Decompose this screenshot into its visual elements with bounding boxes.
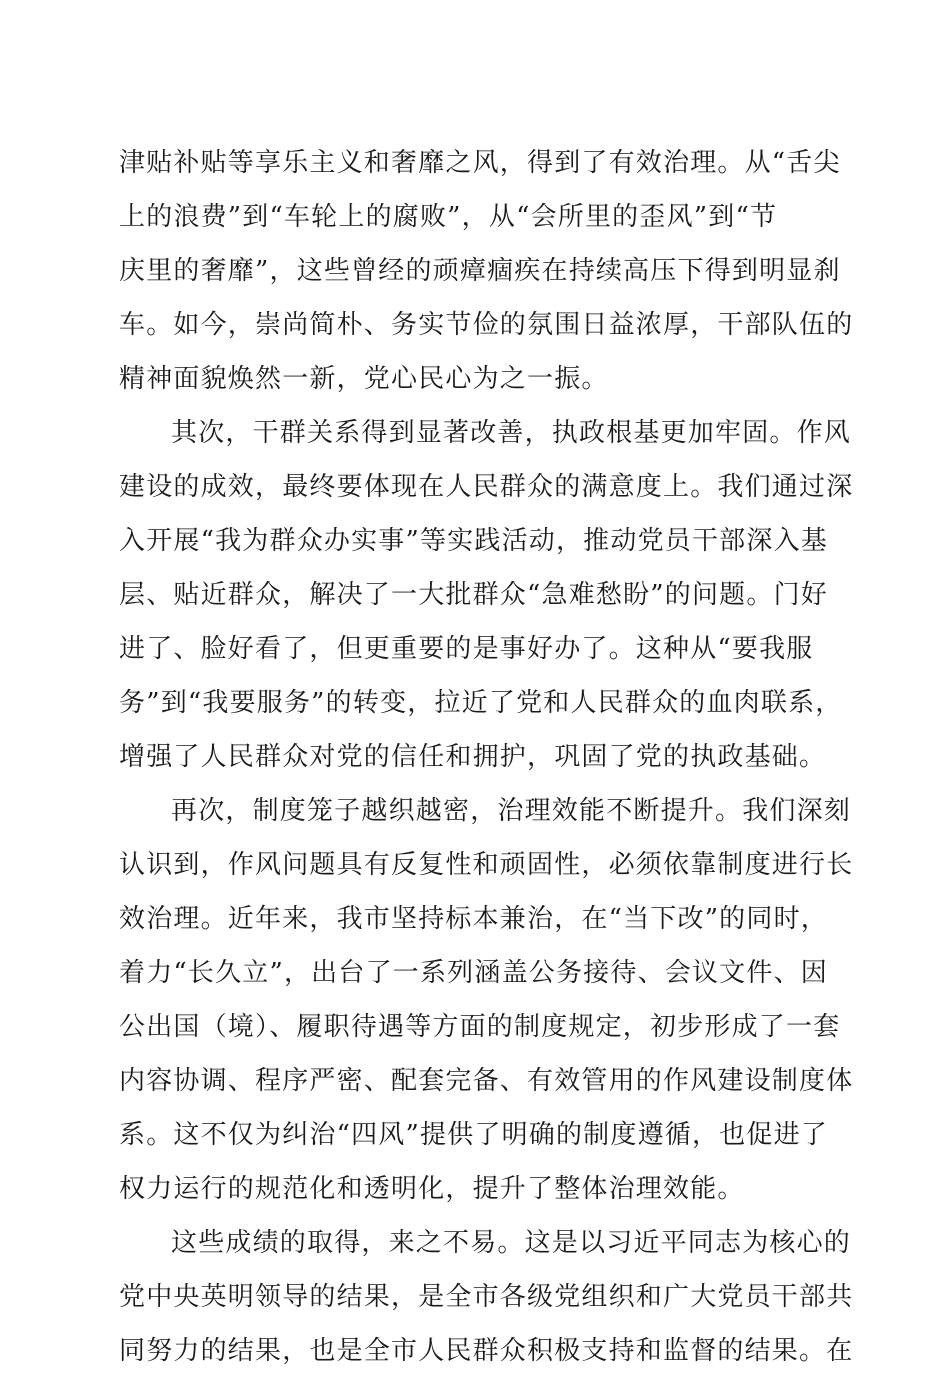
text-line: 认识到，作风问题具有反复性和顽固性，必须依靠制度进行长 [119,850,854,880]
text-line: 车。如今，崇尚简朴、务实节俭的氛围日益浓厚，干部队伍的 [119,310,854,340]
text-line: 同努力的结果，也是全市人民群众积极支持和监督的结果。在 [119,1336,854,1366]
paragraph-start-line: 这些成绩的取得，来之不易。这是以习近平同志为核心的 [171,1228,852,1258]
text-line: 务”到“我要服务”的转变，拉近了党和人民群众的血肉联系， [119,688,843,718]
text-line: 着力“长久立”，出台了一系列涵盖公务接待、会议文件、因 [119,958,828,988]
text-line: 庆里的奢靡”，这些曾经的顽瘴痼疾在持续高压下得到明显刹 [119,256,841,286]
text-line: 入开展“我为群众办实事”等实践活动，推动党员干部深入基 [119,526,828,556]
text-line: 层、贴近群众，解决了一大批群众“急难愁盼”的问题。门好 [119,580,828,610]
text-line: 精神面貌焕然一新，党心民心为之一振。 [119,364,609,394]
text-line: 权力运行的规范化和透明化，提升了整体治理效能。 [119,1174,745,1204]
text-line: 建设的成效，最终要体现在人民群众的满意度上。我们通过深 [119,472,854,502]
text-line: 公出国（境）、履职待遇等方面的制度规定，初步形成了一套 [119,1012,841,1042]
text-line: 效治理。近年来，我市坚持标本兼治，在“当下改”的同时， [119,904,828,934]
text-line: 上的浪费”到“车轮上的腐败”，从“会所里的歪风”到“节 [119,202,778,232]
body-text [119,136,854,1378]
text-line: 系。这不仅为纠治“四风”提供了明确的制度遵循，也促进了 [119,1120,828,1150]
text-line: 增强了人民群众对党的信任和拥护，巩固了党的执政基础。 [119,742,827,772]
text-line: 进了、脸好看了，但更重要的是事好办了。这种从“要我服 [119,634,814,664]
paragraph-start-line: 再次，制度笼子越织越密，治理效能不断提升。我们深刻 [171,796,852,826]
text-line: 津贴补贴等享乐主义和奢靡之风，得到了有效治理。从“舌尖 [119,148,841,178]
text-line: 党中央英明领导的结果，是全市各级党组织和广大党员干部共 [119,1282,854,1312]
text-line: 内容协调、程序严密、配套完备、有效管用的作风建设制度体 [119,1066,854,1096]
paragraph-start-line: 其次，干群关系得到显著改善，执政根基更加牢固。作风 [171,418,852,448]
